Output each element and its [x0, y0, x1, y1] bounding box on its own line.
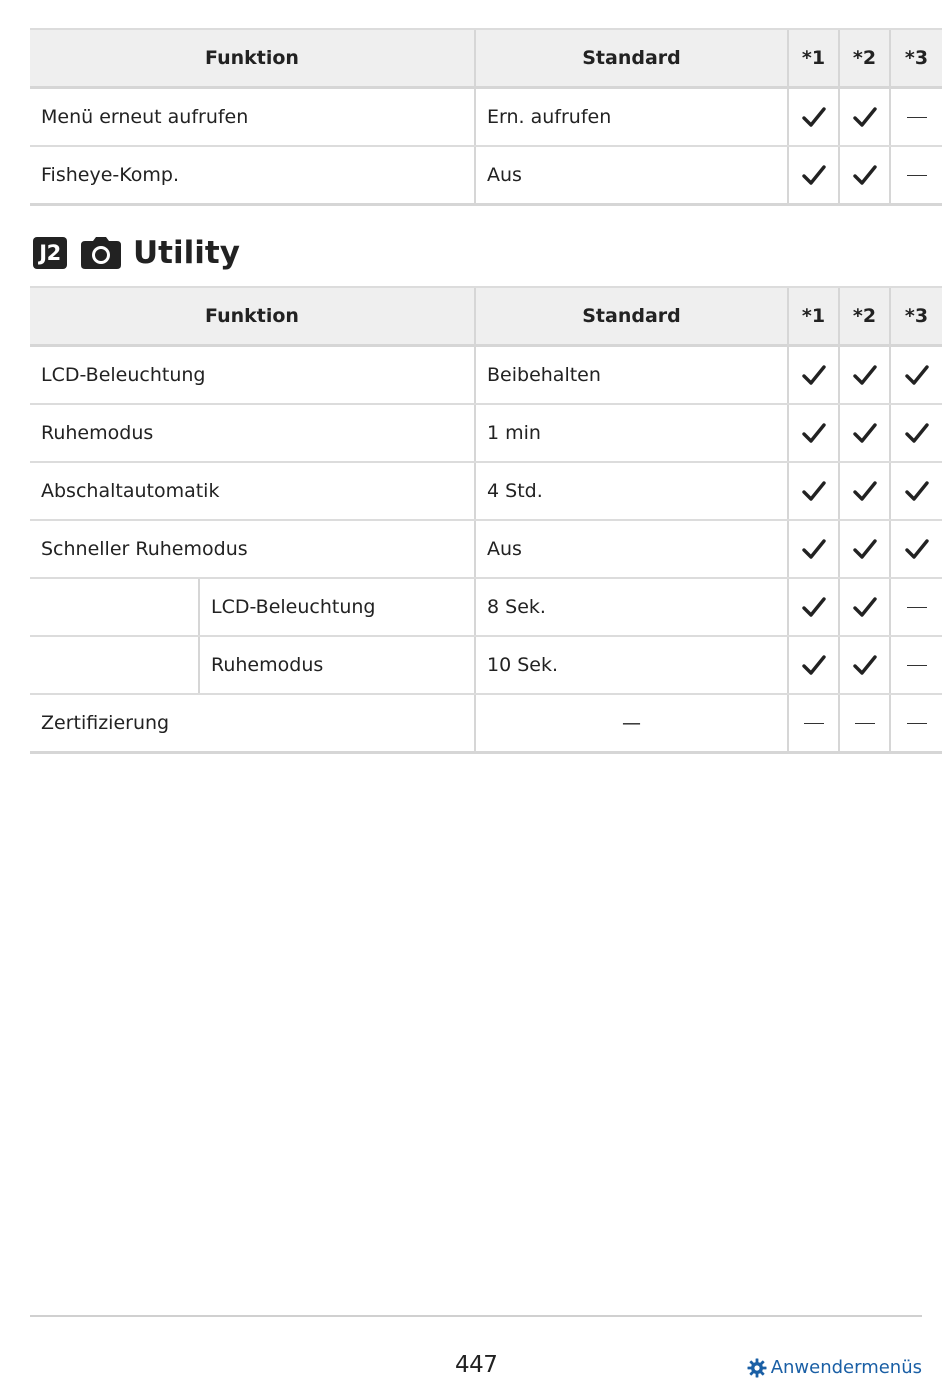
dash-icon [907, 117, 927, 118]
mark-cell-1 [788, 146, 839, 205]
mark-cell-1 [788, 520, 839, 578]
checkmark-icon [853, 164, 877, 186]
table-top [30, 28, 942, 206]
mark-cell-1 [788, 404, 839, 462]
checkmark-icon [853, 538, 877, 560]
section-heading [33, 232, 240, 274]
mark-cell-2 [839, 694, 890, 753]
table-row [30, 694, 942, 753]
cell-standard: 8 Sek. [475, 578, 788, 636]
cell-standard: — [475, 694, 788, 753]
cell-funktion [30, 578, 475, 636]
header-m2: *2 [839, 29, 890, 88]
mark-cell-3 [890, 346, 942, 405]
cell-standard: 1 min [475, 404, 788, 462]
cell-funktion: Menü erneut aufrufen [30, 88, 475, 147]
checkmark-icon [853, 422, 877, 444]
cell-funktion: Ruhemodus [30, 404, 475, 462]
mark-cell-2 [839, 346, 890, 405]
table-row [30, 404, 942, 462]
mark-cell-1 [788, 636, 839, 694]
mark-cell-3 [890, 694, 942, 753]
sub-indent [30, 637, 200, 693]
mark-cell-2 [839, 520, 890, 578]
sub-indent [30, 579, 200, 635]
mark-cell-3 [890, 462, 942, 520]
header-standard: Standard [475, 29, 788, 88]
footer-divider [30, 1315, 922, 1317]
cell-standard: Aus [475, 146, 788, 205]
header-m1: *1 [788, 29, 839, 88]
cell-funktion [30, 636, 475, 694]
table-header-row [30, 287, 942, 346]
table-row [30, 578, 942, 636]
page-number: 447 [455, 1352, 498, 1378]
cell-standard: Aus [475, 520, 788, 578]
header-standard: Standard [475, 287, 788, 346]
cell-funktion: Fisheye-Komp. [30, 146, 475, 205]
checkmark-icon [905, 422, 929, 444]
dash-icon [907, 175, 927, 176]
mark-cell-2 [839, 462, 890, 520]
cell-standard: 10 Sek. [475, 636, 788, 694]
cell-funktion: LCD-Beleuchtung [30, 346, 475, 405]
checkmark-icon [802, 480, 826, 502]
dash-icon [907, 607, 927, 608]
table-header-row [30, 29, 942, 88]
checkmark-icon [802, 364, 826, 386]
table-row [30, 346, 942, 405]
checkmark-icon [853, 480, 877, 502]
cell-standard: Ern. aufrufen [475, 88, 788, 147]
checkmark-icon [802, 596, 826, 618]
mark-cell-3 [890, 146, 942, 205]
camera-icon [81, 237, 121, 269]
sub-item-label: LCD-Beleuchtung [211, 596, 376, 618]
cell-standard: 4 Std. [475, 462, 788, 520]
checkmark-icon [802, 538, 826, 560]
checkmark-icon [802, 654, 826, 676]
section-badge: J2 [33, 237, 67, 269]
checkmark-icon [802, 106, 826, 128]
dash-icon [855, 723, 875, 724]
header-funktion: Funktion [30, 287, 475, 346]
checkmark-icon [853, 654, 877, 676]
checkmark-icon [802, 164, 826, 186]
checkmark-icon [905, 364, 929, 386]
table-row [30, 88, 942, 147]
section-title: Utility [133, 235, 240, 271]
table-row [30, 636, 942, 694]
mark-cell-1 [788, 346, 839, 405]
mark-cell-2 [839, 636, 890, 694]
checkmark-icon [853, 596, 877, 618]
dash-icon [804, 723, 824, 724]
gear-icon [747, 1358, 771, 1378]
checkmark-icon [853, 106, 877, 128]
table-utility [30, 286, 942, 754]
header-funktion: Funktion [30, 29, 475, 88]
table-row [30, 462, 942, 520]
checkmark-icon [853, 364, 877, 386]
mark-cell-3 [890, 88, 942, 147]
mark-cell-2 [839, 578, 890, 636]
dash-icon [907, 665, 927, 666]
table-row [30, 146, 942, 205]
anwendermenus-link[interactable] [747, 1357, 922, 1378]
header-m1: *1 [788, 287, 839, 346]
mark-cell-2 [839, 88, 890, 147]
cell-funktion: Schneller Ruhemodus [30, 520, 475, 578]
dash-icon [907, 723, 927, 724]
checkmark-icon [905, 538, 929, 560]
table-row [30, 520, 942, 578]
sub-item-label: Ruhemodus [211, 654, 324, 676]
cell-standard: Beibehalten [475, 346, 788, 405]
cell-funktion: Abschaltautomatik [30, 462, 475, 520]
header-m3: *3 [890, 287, 942, 346]
anwendermenus-link-label: Anwendermenüs [770, 1357, 922, 1378]
mark-cell-1 [788, 462, 839, 520]
mark-cell-1 [788, 578, 839, 636]
mark-cell-2 [839, 146, 890, 205]
mark-cell-1 [788, 694, 839, 753]
mark-cell-3 [890, 520, 942, 578]
mark-cell-2 [839, 404, 890, 462]
checkmark-icon [802, 422, 826, 444]
mark-cell-3 [890, 404, 942, 462]
header-m2: *2 [839, 287, 890, 346]
mark-cell-1 [788, 88, 839, 147]
mark-cell-3 [890, 636, 942, 694]
mark-cell-3 [890, 578, 942, 636]
cell-funktion: Zertifizierung [30, 694, 475, 753]
header-m3: *3 [890, 29, 942, 88]
checkmark-icon [905, 480, 929, 502]
